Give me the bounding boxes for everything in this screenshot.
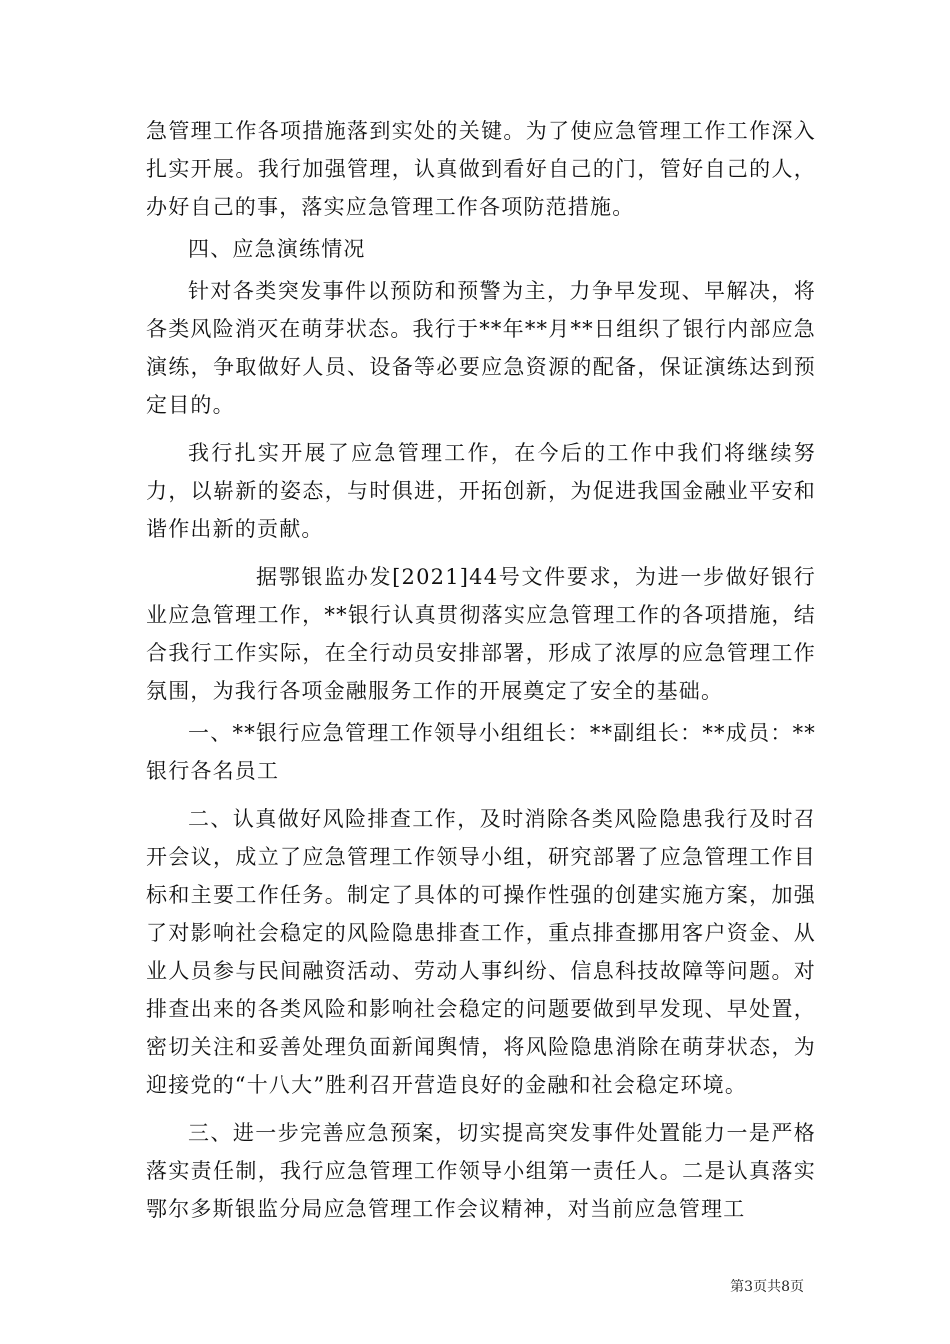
section-heading-drill: 四、应急演练情况 xyxy=(188,237,366,261)
page-number: 第3页共8页 xyxy=(730,1279,804,1295)
paragraph-intro: 据鄂银监办发[2021]44号文件要求，为进一步做好银行业应急管理工作，**银行认真贯彻落实应急管理工作的各项措施，结合我行工作实际，在全行动员安排部署，形成了浓厚的应急管理工作氛围，为我行各项金融服务工作的开展奠定了安全的基础。 xyxy=(146,565,816,703)
paragraph-leadership-group: 一、**银行应急管理工作领导小组组长：**副组长：**成员：**银行各名员工 xyxy=(146,721,816,783)
paragraph-risk-check: 二、认真做好风险排查工作，及时消除各类风险隐患我行及时召开会议，成立了应急管理工作领导小组，研究部署了应急管理工作目标和主要工作任务。制定了具体的可操作性强的创建实施方案，加强了对影响社会稳定的风险隐患排查工作，重点排查挪用客户资金、从业人员参与民间融资活动、劳动人事纠纷、信息科技故障等问题。对排查出来的各类风险和影响社会稳定的问题要做到早发现、早处置，密切关注和妥善处理负面新闻舆情，将风险隐患消除在萌芽状态，为迎接党的“十八大”胜利召开营造良好的金融和社会稳定环境。 xyxy=(146,807,816,1097)
paragraph-continuation: 急管理工作各项措施落到实处的关键。为了使应急管理工作工作深入扎实开展。我行加强管理，认真做到看好自己的门，管好自己的人，办好自己的事，落实应急管理工作各项防范措施。 xyxy=(146,119,816,219)
paragraph-conclusion: 我行扎实开展了应急管理工作，在今后的工作中我们将继续努力，以崭新的姿态，与时俱进，开拓创新，为促进我国金融业平安和谐作出新的贡献。 xyxy=(146,441,816,541)
document-body xyxy=(146,112,816,1228)
paragraph-drill: 针对各类突发事件以预防和预警为主，力争早发现、早解决，将各类风险消灭在萌芽状态。我行于**年**月**日组织了银行内部应急演练，争取做好人员、设备等必要应急资源的配备，保证演练达到预定目的。 xyxy=(146,279,816,417)
paragraph-emergency-plan: 三、进一步完善应急预案，切实提高突发事件处置能力一是严格落实责任制，我行应急管理工作领导小组第一责任人。二是认真落实鄂尔多斯银监分局应急管理工作会议精神，对当前应急管理工 xyxy=(146,1121,816,1221)
